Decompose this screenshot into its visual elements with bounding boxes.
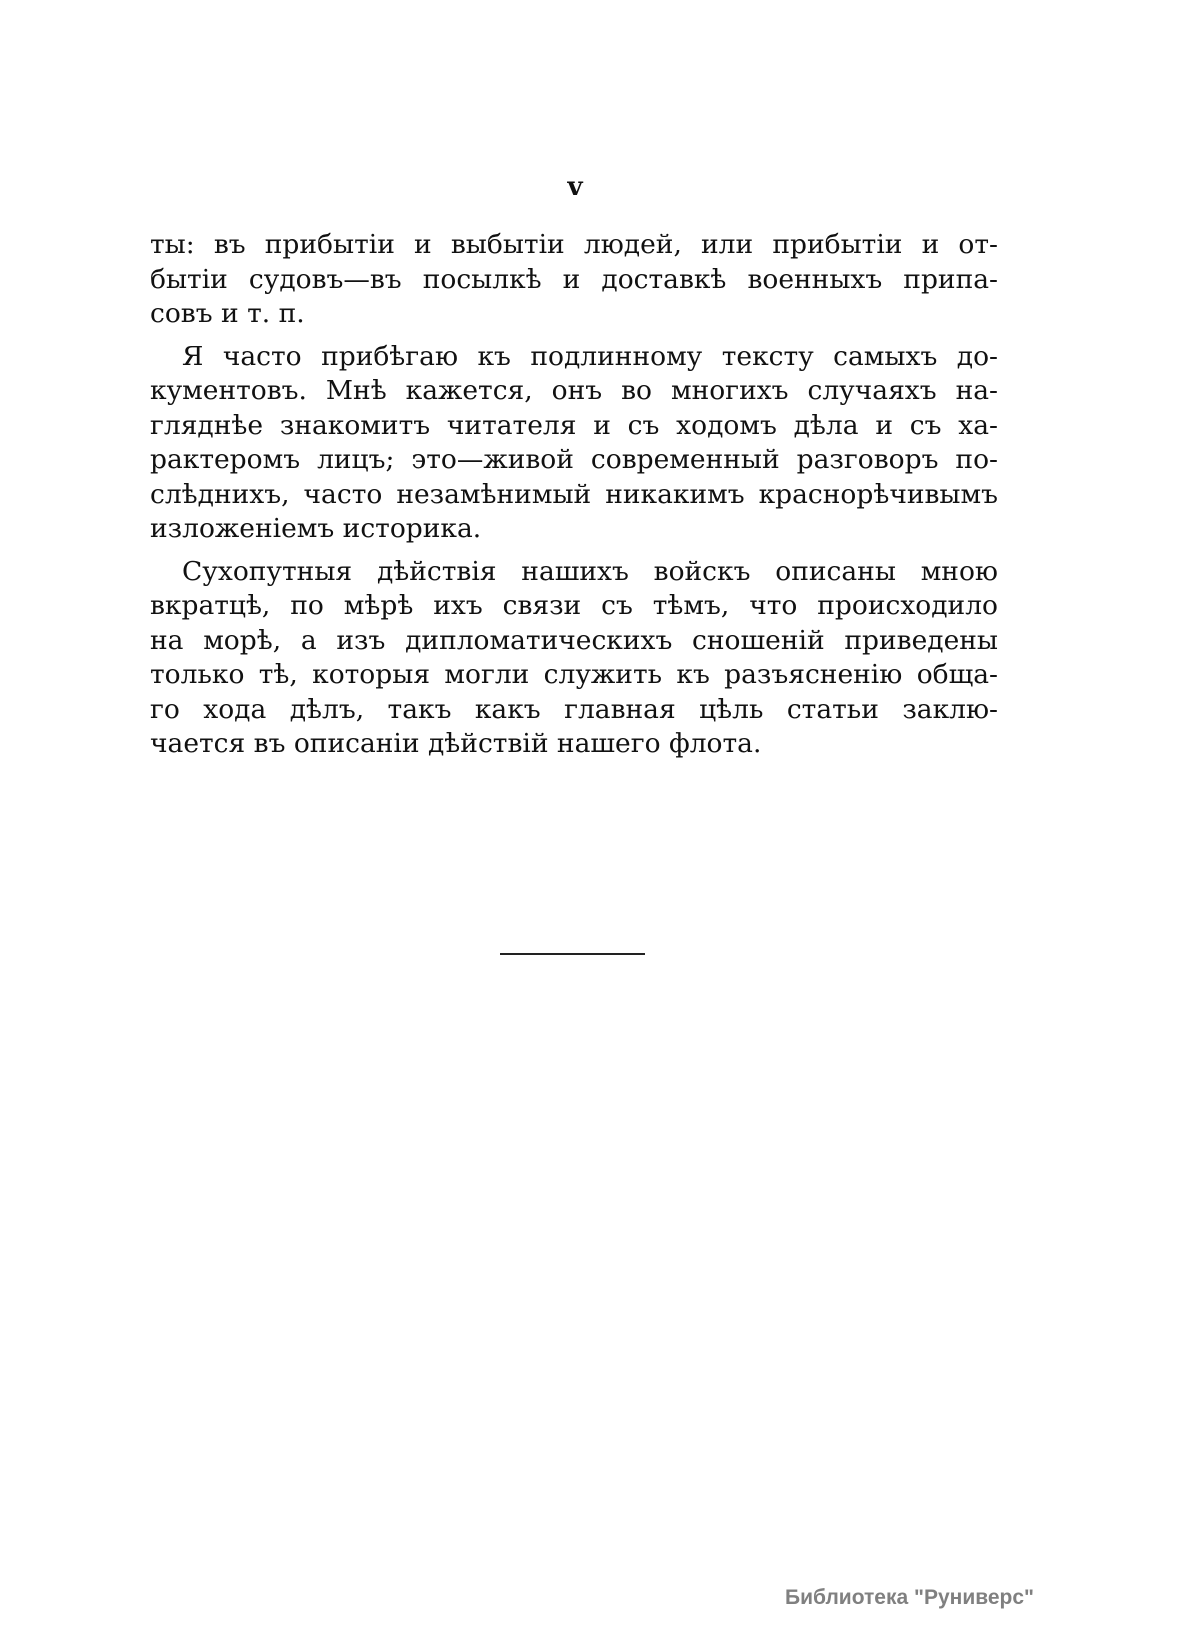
page-number: v	[567, 172, 583, 202]
text-line: Я часто прибѣгаю къ подлинному тексту самыхъ до-	[182, 340, 998, 372]
text-line: гляднѣе знакомитъ читателя и съ ходомъ дѣла и съ ха-	[150, 409, 998, 441]
section-divider	[500, 953, 645, 955]
text-line: го хода дѣлъ, такъ какъ главная цѣль статьи заклю-	[150, 693, 998, 725]
text-line: рактеромъ лицъ; это—живой современный разговоръ по-	[150, 444, 998, 475]
text-line: только тѣ, которыя могли служить къ разъясненію обща-	[150, 659, 998, 690]
paragraph-2	[150, 340, 998, 547]
library-watermark: Библиотека "Руниверс"	[785, 1586, 1035, 1609]
body-text	[150, 228, 998, 770]
text-line: на морѣ, а изъ дипломатическихъ сношеній приведены	[150, 624, 998, 656]
text-line: чается въ описаніи дѣйствій нашего флота.	[150, 728, 762, 759]
text-line: бытіи судовъ—въ посылкѣ и доставкѣ военныхъ припа-	[150, 263, 998, 295]
text-line: изложеніемъ историка.	[150, 513, 482, 544]
paragraph-1	[150, 228, 998, 332]
text-line: совъ и т. п.	[150, 298, 305, 329]
text-line: кументовъ. Мнѣ кажется, онъ во многихъ случаяхъ на-	[150, 375, 998, 406]
text-line: слѣднихъ, часто незамѣнимый никакимъ краснорѣчивымъ	[150, 478, 998, 510]
text-line: вкратцѣ, по мѣрѣ ихъ связи съ тѣмъ, что происходило	[150, 590, 998, 621]
text-line: ты: въ прибытіи и выбытіи людей, или прибытіи и от-	[150, 229, 998, 260]
paragraph-3	[150, 555, 998, 762]
text-line: Сухопутныя дѣйствія нашихъ войскъ описаны мною	[182, 555, 998, 587]
